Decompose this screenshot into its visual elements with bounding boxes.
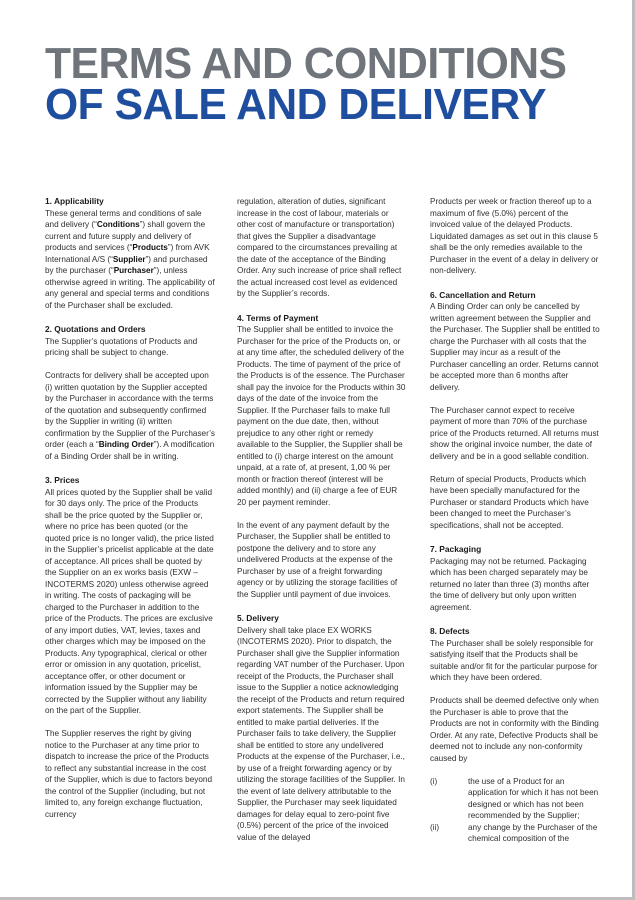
- section-2-text-2: Contracts for delivery shall be accepted upon (i) written quotation by the Supplier accepted by the Purchaser in accordance with the terms of the quotation and subsequently confirmed by the Supplier in writing (ii) written confirmation by the Supplier of the Purchaser’s order (each a “Binding Order”). A modification of a Binding Order shall be in writing.: [45, 371, 215, 461]
- section-2-text-1: The Supplier’s quotations of Products and pricing shall be subject to change.: [45, 336, 198, 357]
- section-3-text-2-start: The Supplier reserves the right by giving notice to the Purchaser at any time prior to dispatch to increase the price of the Products to reflect any substantial increase in the cost of the Supplier, which is due to factors beyond the control of the Supplier (including, but not limited to, any foreign exchange fluctuation, currency: [45, 729, 213, 819]
- section-3-heading: 3. Prices: [45, 475, 80, 485]
- section-3-text-2-end: regulation, alteration of duties, significant increase in the cost of labour, materials or other cost of manufacture or transportation) that gives the Supplier a disadvantage compared to the circumstances prevailing at the date of the acceptance of the Binding Order. Any such increase of price shall reflect the actual increased cost level as evidenced by the Supplier’s records.: [237, 197, 402, 298]
- section-8-text-1: The Purchaser shall be solely responsible for satisfying itself that the Products shall be suitable and/or fit for the particular purpose for which they have been ordered.: [430, 638, 598, 682]
- list-item-number: (ii): [430, 822, 440, 832]
- section-4-heading: 4. Terms of Payment: [237, 312, 319, 323]
- section-6-text-3: Return of special Products, Products which have been specially manufactured for the Purchaser or standard Products which have been changed to meet the Purchaser’s specifications, shall not be accepted.: [430, 474, 589, 530]
- list-item: [430, 776, 600, 822]
- column-3: [430, 196, 600, 845]
- section-7-text: Packaging may not be returned. Packaging which has been charged separately may be returned no later than three (3) months after the time of delivery but only upon written agreement.: [430, 556, 590, 612]
- list-item-text: the use of a Product for an application for which it has not been designed or which has not been recommended by the Supplier;: [468, 776, 599, 820]
- section-4-text-2: In the event of any payment default by the Purchaser, the Supplier shall be entitled to postpone the delivery and to store any undelivered Products at the expense of the Purchaser by use of a freight forwarding agency or by utilizing the storage facilities of the Supplier until payment of due invoices.: [237, 520, 398, 599]
- section-6-text-1: A Binding Order can only be cancelled by written agreement between the Supplier and the Purchaser. The Supplier shall be entitled to charge the Purchaser with all costs that the Supplier may incur as a result of the Purchaser cancelling an order. Returns cannot be accepted more than 6 months after delivery.: [430, 302, 600, 392]
- section-6-text-2: The Purchaser cannot expect to receive payment of more than 70% of the purchase price of the Products returned. All returns must show the original invoice number, the date of delivery and be in a good sellable condition.: [430, 405, 599, 461]
- list-item-text: any change by the Purchaser of the chemical composition of the: [468, 822, 598, 843]
- section-2-heading: 2. Quotations and Orders: [45, 324, 146, 334]
- section-1-heading: 1. Applicability: [45, 196, 104, 206]
- title-line-1: TERMS AND CONDITIONS: [45, 40, 567, 88]
- column-2: [237, 196, 407, 843]
- section-1-text: These general terms and conditions of sale and delivery (“Conditions”) shall govern the current and future supply and delivery of products and services (“Products”) from AVK International A/S (“Supplier”) and purchased by the purchaser (“Purchaser”), unless otherwise agreed in writing. The applicability of any general and special terms and conditions of the Purchaser shall be excluded.: [45, 208, 215, 310]
- section-3-text-1: All prices quoted by the Supplier shall be valid for 30 days only. The price of the Products shall be the price quoted by the Supplier or, where no price has been quoted (or the quoted price is no longer valid), the price listed in the Supplier’s pricelist applicable at the date of acceptance. All prices shall be quoted by the Supplier on an ex works basis (EXW – INCOTERMS 2020) unless otherwise agreed in writing. The costs of packaging will be charged to the Purchaser in addition to the price of the Products. The prices are exclusive of any import duties, VAT, levies, taxes and other charges which may be imposed on the Products. Any typographical, clerical or other error or omission in any quotation, pricelist, acceptance offer, or other document or information issued by the Supplier may be corrected by the Supplier without any liability on the part of the Supplier.: [45, 487, 214, 715]
- section-8-heading: 8. Defects: [430, 626, 470, 636]
- section-4-text-1: The Supplier shall be entitled to invoice the Purchaser for the price of the Products on, or at any time after, the scheduled delivery of the Products. The time of payment of the price of the Products is of the essence. The Purchaser shall pay the invoice for the Products within 30 days of the date of the invoice from the Supplier. If the Purchaser fails to make full payment on the due date, then, without prejudice to any other right or remedy available to the Supplier, the Supplier shall be entitled to (i) charge interest on the amount unpaid, at a rate of, at present, 1,00 % per month or fraction thereof (interest will be added monthly) and (ii) charge a fee of EUR 20 per payment reminder.: [237, 325, 406, 507]
- section-5-text-end: Products per week or fraction thereof up to a maximum of five (5.0%) percent of the invoiced value of the delayed Products. Liquidated damages as set out in this clause 5 shall be the only remedies available to the Purchaser in the event of a delay in delivery or non-delivery.: [430, 197, 599, 275]
- page-title: [45, 40, 567, 129]
- section-5-text-start: Delivery shall take place EX WORKS (INCOTERMS 2020). Prior to dispatch, the Purchaser shall give the Supplier information regarding VAT number of the Purchaser. Upon receipt of the Products, the Purchaser shall issue to the Supplier a notice acknowledging the receipt of the Products and return required export statements. The Supplier shall be entitled to make partial deliveries. If the Purchaser fails to take delivery, the Supplier shall be entitled to store any undelivered Products at the expense of the Purchaser, i.e., by use of a freight forwarding agency or by utilizing the storage facilities of the Supplier. In the event of late delivery attributable to the Supplier, the Purchaser may seek liquidated damages for delay equal to zero-point five (0.5%) percent of the price of the invoiced value of the delayed: [237, 625, 405, 842]
- section-7-heading: 7. Packaging: [430, 544, 482, 554]
- section-5-heading: 5. Delivery: [237, 613, 279, 623]
- list-item-number: (i): [430, 776, 438, 786]
- column-1: [45, 196, 215, 820]
- section-8-text-2: Products shall be deemed defective only when the Purchaser is able to prove that the Products are not in conformity with the Binding Order. At any rate, Defective Products shall be deemed not to include any non-conformity caused by: [430, 696, 599, 763]
- title-line-2: OF SALE AND DELIVERY: [45, 81, 547, 129]
- list-item: [430, 822, 600, 845]
- section-6-heading: 6. Cancellation and Return: [430, 289, 536, 300]
